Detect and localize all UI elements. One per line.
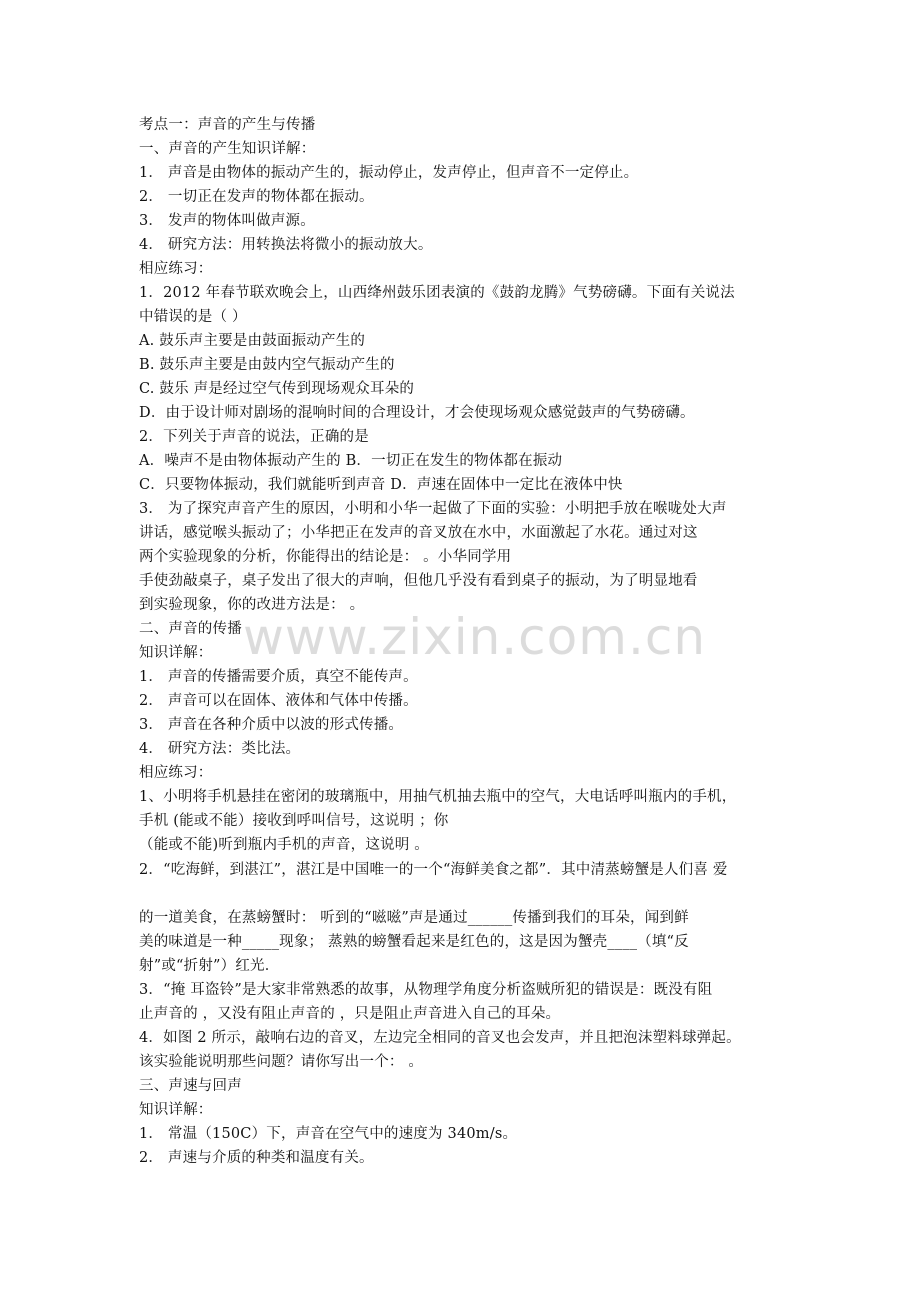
knowledge-item: 3． 声音在各种介质中以波的形式传播。 bbox=[139, 717, 404, 733]
knowledge-heading: 知识详解： bbox=[139, 645, 213, 661]
question-text: 3． 为了探究声音产生的原因，小明和小华一起做了下面的实验：小明把手放在喉咙处大声 bbox=[139, 501, 727, 517]
answer-option: C．只要物体振动，我们就能听到声音 D．声速在固体中一定比在液体中快 bbox=[139, 477, 623, 493]
section-title: 考点一：声音的产生与传播 bbox=[139, 117, 316, 133]
question-text: 该实验能说明那些问题？请你写出一个： 。 bbox=[139, 1054, 424, 1070]
question-text: 手机 (能或不能）接收到呼叫信号，这说明 ；你 bbox=[139, 813, 449, 829]
knowledge-item: 1． 常温（150C）下，声音在空气中的速度为 340m/s。 bbox=[139, 1126, 518, 1142]
question-text: 1．2012 年春节联欢晚会上，山西绛州鼓乐团表演的《鼓韵龙腾》气势磅礴。下面有关说法 bbox=[139, 285, 735, 301]
question-text: 美的味道是一种_____现象； 蒸熟的螃蟹看起来是红色的，这是因为蟹壳____（填“反 bbox=[139, 934, 689, 950]
question-text: （能或不能)听到瓶内手机的声音，这说明 。 bbox=[139, 837, 429, 853]
knowledge-item: 1． 声音是由物体的振动产生的，振动停止，发声停止，但声音不一定停止。 bbox=[139, 165, 639, 181]
question-text: 讲话，感觉喉头振动了；小华把正在发声的音叉放在水中，水面激起了水花。通过对这 bbox=[139, 525, 698, 541]
knowledge-item: 1． 声音的传播需要介质，真空不能传声。 bbox=[139, 669, 418, 685]
exercise-heading: 相应练习： bbox=[139, 261, 213, 277]
knowledge-heading: 知识详解： bbox=[139, 1102, 213, 1118]
question-text: 手使劲敲桌子，桌子发出了很大的声响，但他几乎没有看到桌子的振动，为了明显地看 bbox=[139, 573, 698, 589]
answer-option: A．噪声不是由物体振动产生的 B．一切正在发生的物体都在振动 bbox=[139, 453, 563, 469]
subsection-heading: 三、声速与回声 bbox=[139, 1078, 242, 1094]
question-text: 2．下列关于声音的说法，正确的是 bbox=[139, 429, 369, 445]
knowledge-item: 2． 一切正在发声的物体都在振动。 bbox=[139, 189, 374, 205]
answer-option: D．由于设计师对剧场的混响时间的合理设计，才会使现场观众感觉鼓声的气势磅礴。 bbox=[139, 405, 695, 421]
knowledge-item: 4． 研究方法：用转换法将微小的振动放大。 bbox=[139, 237, 433, 253]
question-text: 止声音的 ，又没有阻止声音的 ，只是阻止声音进入自己的耳朵。 bbox=[139, 1006, 561, 1022]
question-text: 1、小明将手机悬挂在密闭的玻璃瓶中，用抽气机抽去瓶中的空气，大电话呼叫瓶内的手机， bbox=[139, 789, 737, 805]
answer-option: B. 鼓乐声主要是由鼓内空气振动产生的 bbox=[139, 357, 395, 373]
question-text: 的一道美食，在蒸螃蟹时： 听到的“嗞嗞”声是通过______传播到我们的耳朵，闻到鲜 bbox=[139, 910, 689, 926]
question-text: 4．如图 2 所示，敲响右边的音叉，左边完全相同的音叉也会发声，并且把泡沫塑料球弹起。 bbox=[139, 1030, 741, 1046]
watermark: www.zixin.com.cn bbox=[243, 608, 707, 666]
question-text: 3．“掩 耳盗铃”是大家非常熟悉的故事，从物理学角度分析盗贼所犯的错误是：既没有阻 bbox=[139, 982, 713, 998]
question-text: 到实验现象，你的改进方法是： 。 bbox=[139, 597, 365, 613]
question-text: 两个实验现象的分析，你能得出的结论是： 。小华同学用 bbox=[139, 549, 512, 565]
subsection-heading: 一、声音的产生知识详解： bbox=[139, 141, 316, 157]
question-text: 射”或“折射”）红光． bbox=[139, 958, 280, 974]
question-text: 中错误的是（ ） bbox=[139, 309, 247, 325]
knowledge-item: 2． 声音可以在固体、液体和气体中传播。 bbox=[139, 693, 418, 709]
question-text: 2．“吃海鲜，到湛江”，湛江是中国唯一的一个“海鲜美食之都”．其中清蒸螃蟹是人们喜 爱 bbox=[139, 862, 728, 878]
knowledge-item: 2． 声速与介质的种类和温度有关。 bbox=[139, 1150, 374, 1166]
knowledge-item: 3． 发声的物体叫做声源。 bbox=[139, 213, 315, 229]
answer-option: A. 鼓乐声主要是由鼓面振动产生的 bbox=[139, 333, 366, 349]
subsection-heading: 二、声音的传播 bbox=[139, 621, 242, 637]
answer-option: C. 鼓乐 声是经过空气传到现场观众耳朵的 bbox=[139, 381, 415, 397]
exercise-heading: 相应练习： bbox=[139, 765, 213, 781]
knowledge-item: 4． 研究方法：类比法。 bbox=[139, 741, 301, 757]
